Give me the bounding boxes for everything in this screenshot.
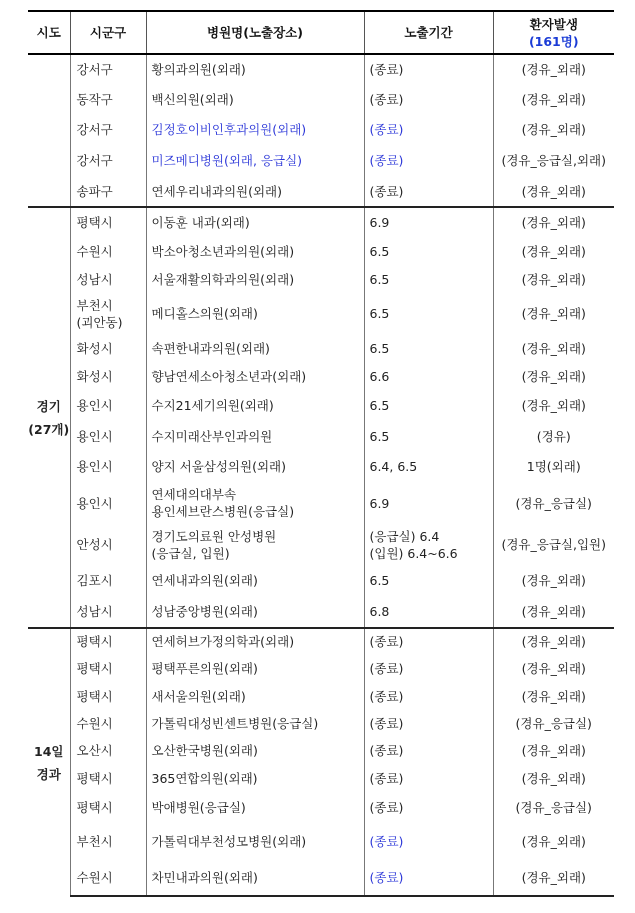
period-cell: (종료)	[364, 628, 493, 654]
patient-cell: (경유_외래)	[493, 265, 614, 293]
patient-cell: (경유_외래)	[493, 596, 614, 628]
period-cell: 6.5	[364, 334, 493, 362]
hospital-cell: 새서울의원(외래)	[146, 682, 364, 710]
sigungu-cell: 용인시	[70, 451, 146, 482]
period-cell: 6.5	[364, 421, 493, 451]
sigungu-cell: 수원시	[70, 237, 146, 265]
patient-cell: (경유_외래)	[493, 293, 614, 334]
table-row	[28, 792, 614, 823]
table-row	[28, 390, 614, 421]
patient-cell: (경유_외래)	[493, 682, 614, 710]
period-cell: (종료)	[364, 176, 493, 207]
hospital-cell: 김정호이비인후과의원(외래)	[146, 114, 364, 145]
sigungu-cell: 평택시	[70, 628, 146, 654]
patient-cell: (경유_외래)	[493, 237, 614, 265]
patient-cell: (경유_외래)	[493, 764, 614, 792]
sigungu-cell: 화성시	[70, 334, 146, 362]
patient-cell: (경유_외래)	[493, 207, 614, 237]
table-row	[28, 207, 614, 237]
sigungu-cell: 부천시 (괴안동)	[70, 293, 146, 334]
hospital-cell: 연세허브가정의학과(외래)	[146, 628, 364, 654]
period-cell: 6.5	[364, 265, 493, 293]
hospital-cell: 이동훈 내과(외래)	[146, 207, 364, 237]
sigungu-cell: 용인시	[70, 482, 146, 524]
table-row	[28, 654, 614, 682]
hospital-exposure-table	[28, 10, 614, 897]
table-row	[28, 628, 614, 654]
table-body	[28, 54, 614, 896]
header-patient-label: 환자발생	[529, 16, 578, 32]
table-row	[28, 265, 614, 293]
patient-cell: (경유_외래)	[493, 84, 614, 114]
patient-cell: (경유_외래)	[493, 823, 614, 860]
hospital-cell: 차민내과의원(외래)	[146, 860, 364, 896]
patient-cell: (경유_외래)	[493, 176, 614, 207]
table-row	[28, 860, 614, 896]
hospital-cell: 서울재활의학과의원(외래)	[146, 265, 364, 293]
hospital-cell: 가톨릭대부천성모병원(외래)	[146, 823, 364, 860]
patient-cell: 1명(외래)	[493, 451, 614, 482]
table-row	[28, 524, 614, 565]
hospital-cell: 연세내과의원(외래)	[146, 565, 364, 596]
sigungu-cell: 용인시	[70, 421, 146, 451]
period-cell: (종료)	[364, 860, 493, 896]
hospital-cell: 가톨릭대성빈센트병원(응급실)	[146, 710, 364, 736]
table-row	[28, 114, 614, 145]
hospital-cell: 양지 서울삼성의원(외래)	[146, 451, 364, 482]
period-cell: 6.9	[364, 482, 493, 524]
patient-cell: (경유_외래)	[493, 362, 614, 390]
sigungu-cell: 오산시	[70, 736, 146, 764]
hospital-cell: 수지21세기의원(외래)	[146, 390, 364, 421]
table-row	[28, 736, 614, 764]
header-period: 노출기간	[364, 11, 493, 54]
period-cell: 6.6	[364, 362, 493, 390]
table-row	[28, 710, 614, 736]
hospital-cell: 속편한내과의원(외래)	[146, 334, 364, 362]
sigungu-cell: 안성시	[70, 524, 146, 565]
period-cell: 6.5	[364, 237, 493, 265]
hospital-cell: 백신의원(외래)	[146, 84, 364, 114]
table-row	[28, 764, 614, 792]
hospital-cell: 365연합의원(외래)	[146, 764, 364, 792]
sigungu-cell: 성남시	[70, 596, 146, 628]
period-cell: (응급실) 6.4 (입원) 6.4~6.6	[364, 524, 493, 565]
table-row	[28, 176, 614, 207]
table-row	[28, 421, 614, 451]
period-cell: (종료)	[364, 710, 493, 736]
table-row	[28, 565, 614, 596]
sigungu-cell: 동작구	[70, 84, 146, 114]
patient-cell: (경유_응급실,입원)	[493, 524, 614, 565]
hospital-cell: 성남중앙병원(외래)	[146, 596, 364, 628]
period-cell: (종료)	[364, 84, 493, 114]
period-cell: (종료)	[364, 654, 493, 682]
period-cell: 6.5	[364, 293, 493, 334]
sido-label: 경과	[36, 766, 61, 782]
hospital-cell: 오산한국병원(외래)	[146, 736, 364, 764]
patient-cell: (경유_응급실,외래)	[493, 145, 614, 176]
sigungu-cell: 성남시	[70, 265, 146, 293]
hospital-cell: 박소아청소년과의원(외래)	[146, 237, 364, 265]
header-patient-count: (161명)	[528, 33, 579, 49]
period-cell: (종료)	[364, 792, 493, 823]
table-row	[28, 682, 614, 710]
table-row	[28, 362, 614, 390]
period-cell: (종료)	[364, 54, 493, 84]
period-cell: (종료)	[364, 114, 493, 145]
sigungu-cell: 강서구	[70, 114, 146, 145]
sigungu-cell: 용인시	[70, 390, 146, 421]
table-row	[28, 237, 614, 265]
header-sigungu: 시군구	[70, 11, 146, 54]
patient-cell: (경유_응급실)	[493, 710, 614, 736]
header-sido: 시도	[28, 11, 70, 54]
sido-group-cell	[28, 207, 70, 628]
hospital-cell: 메디홀스의원(외래)	[146, 293, 364, 334]
sigungu-cell: 강서구	[70, 145, 146, 176]
period-cell: 6.8	[364, 596, 493, 628]
patient-cell: (경유_외래)	[493, 54, 614, 84]
hospital-cell: 황의과의원(외래)	[146, 54, 364, 84]
period-cell: (종료)	[364, 764, 493, 792]
sigungu-cell: 평택시	[70, 207, 146, 237]
patient-cell: (경유_외래)	[493, 628, 614, 654]
sigungu-cell: 김포시	[70, 565, 146, 596]
hospital-cell: 향남연세소아청소년과(외래)	[146, 362, 364, 390]
period-cell: 6.5	[364, 565, 493, 596]
patient-cell: (경유_외래)	[493, 860, 614, 896]
hospital-cell: 연세우리내과의원(외래)	[146, 176, 364, 207]
hospital-cell: 박애병원(응급실)	[146, 792, 364, 823]
table-row	[28, 334, 614, 362]
table-row	[28, 293, 614, 334]
hospital-cell: 수지미래산부인과의원	[146, 421, 364, 451]
patient-cell: (경유_외래)	[493, 565, 614, 596]
patient-cell: (경유_외래)	[493, 114, 614, 145]
sido-group-cell	[28, 628, 70, 896]
table-header	[28, 11, 614, 54]
period-cell: (종료)	[364, 682, 493, 710]
sigungu-cell: 평택시	[70, 682, 146, 710]
patient-cell: (경유_응급실)	[493, 792, 614, 823]
sido-label: 경기	[36, 398, 61, 414]
table-row	[28, 54, 614, 84]
header-patient	[493, 11, 614, 54]
table-row	[28, 482, 614, 524]
period-cell: 6.4, 6.5	[364, 451, 493, 482]
hospital-cell: 평택푸른의원(외래)	[146, 654, 364, 682]
sido-group-cell	[28, 54, 70, 207]
hospital-cell: 미즈메디병원(외래, 응급실)	[146, 145, 364, 176]
period-cell: 6.9	[364, 207, 493, 237]
sido-label: 14일	[34, 743, 64, 759]
period-cell: (종료)	[364, 736, 493, 764]
patient-cell: (경유_외래)	[493, 736, 614, 764]
period-cell: (종료)	[364, 145, 493, 176]
patient-cell: (경유_외래)	[493, 390, 614, 421]
table-row	[28, 145, 614, 176]
header-hospital: 병원명(노출장소)	[146, 11, 364, 54]
patient-cell: (경유_외래)	[493, 334, 614, 362]
sigungu-cell: 부천시	[70, 823, 146, 860]
patient-cell: (경유_외래)	[493, 654, 614, 682]
table-row	[28, 823, 614, 860]
period-cell: (종료)	[364, 823, 493, 860]
sigungu-cell: 평택시	[70, 764, 146, 792]
sigungu-cell: 수원시	[70, 710, 146, 736]
hospital-cell: 연세대의대부속 용인세브란스병원(응급실)	[146, 482, 364, 524]
period-cell: 6.5	[364, 390, 493, 421]
sigungu-cell: 평택시	[70, 792, 146, 823]
sigungu-cell: 화성시	[70, 362, 146, 390]
table-row	[28, 451, 614, 482]
sido-label: (27개)	[28, 421, 70, 437]
patient-cell: (경유)	[493, 421, 614, 451]
patient-cell: (경유_응급실)	[493, 482, 614, 524]
sigungu-cell: 강서구	[70, 54, 146, 84]
sigungu-cell: 평택시	[70, 654, 146, 682]
sigungu-cell: 수원시	[70, 860, 146, 896]
table-row	[28, 596, 614, 628]
table-row	[28, 84, 614, 114]
sigungu-cell: 송파구	[70, 176, 146, 207]
hospital-cell: 경기도의료원 안성병원 (응급실, 입원)	[146, 524, 364, 565]
